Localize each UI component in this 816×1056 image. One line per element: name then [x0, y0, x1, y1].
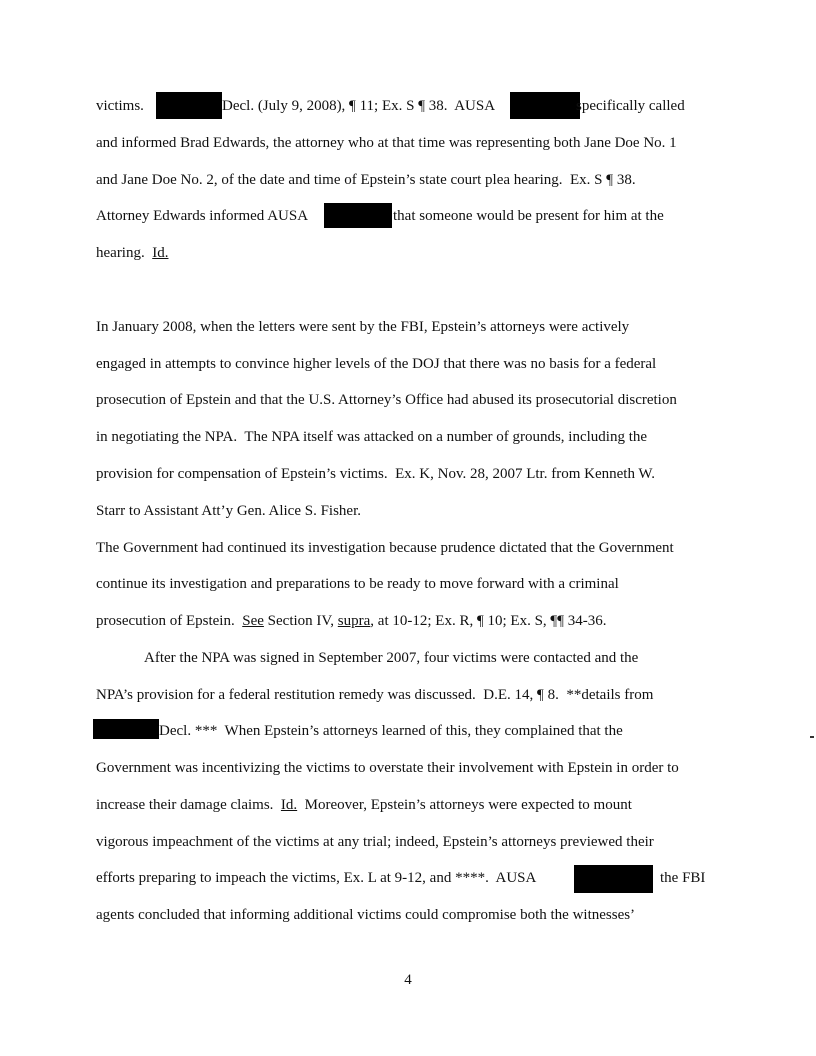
text-line: and Jane Doe No. 2, of the date and time of Epstein’s state court plea hearing. Ex. S ¶ 38.	[96, 172, 636, 188]
redaction-box	[574, 865, 653, 893]
text-line	[96, 244, 168, 262]
text-line: agents concluded that informing additional victims could compromise both the witnesses’	[96, 907, 636, 923]
text-line: The Government had continued its investigation because prudence dictated that the Government	[96, 540, 674, 556]
text-line: vigorous impeachment of the victims at any trial; indeed, Epstein’s attorneys previewed their	[96, 834, 654, 850]
text-run: that someone would be present for him at the	[393, 208, 664, 224]
text-run: Moreover, Epstein’s attorneys were expected to mount	[297, 797, 632, 813]
text-line: prosecution of Epstein and that the U.S. Attorney’s Office had abused its prosecutorial discretion	[96, 392, 677, 408]
text-line	[393, 207, 664, 225]
redaction-box	[93, 719, 159, 739]
text-line: In January 2008, when the letters were sent by the FBI, Epstein’s attorneys were actively	[96, 319, 630, 335]
text-line: After the NPA was signed in September 2007, four victims were contacted and the	[144, 650, 639, 666]
page-number: 4	[404, 972, 412, 988]
text-line	[96, 796, 632, 814]
text-run: increase their damage claims.	[96, 797, 281, 813]
text-line: Government was incentivizing the victims to overstate their involvement with Epstein in order to	[96, 760, 679, 776]
text-line: NPA’s provision for a federal restitution remedy was discussed. D.E. 14, ¶ 8. **details from	[96, 687, 654, 703]
text-run: efforts preparing to impeach the victims, Ex. L at 9-12, and ****. AUSA	[96, 870, 537, 886]
text-line	[660, 869, 705, 887]
redaction-box	[510, 92, 580, 119]
text-line: Starr to Assistant Att’y Gen. Alice S. Fisher.	[96, 503, 361, 519]
text-line: and informed Brad Edwards, the attorney who at that time was representing both Jane Doe No. 1	[96, 135, 677, 151]
citation-see: See	[242, 613, 264, 629]
text-run: , at 10-12; Ex. R, ¶ 10; Ex. S, ¶¶ 34-36.	[370, 613, 607, 629]
text-line: continue its investigation and preparations to be ready to move forward with a criminal	[96, 576, 619, 592]
text-run: Attorney Edwards informed AUSA	[96, 208, 309, 224]
redaction-box	[156, 92, 222, 119]
text-line	[96, 97, 151, 115]
text-run: hearing.	[96, 245, 153, 261]
citation-id: Id.	[152, 245, 169, 261]
text-line	[96, 207, 308, 225]
text-run: prosecution of Epstein.	[96, 613, 243, 629]
text-run: specifically called	[576, 98, 685, 114]
text-line	[576, 97, 685, 115]
text-run: Section IV,	[263, 613, 338, 629]
text-run: the FBI	[660, 870, 706, 886]
text-line	[96, 869, 536, 887]
scan-mark	[810, 736, 814, 738]
text-line: Decl. *** When Epstein’s attorneys learned of this, they complained that the	[159, 723, 623, 739]
text-run: victims.	[96, 98, 152, 114]
citation-id: Id.	[280, 797, 298, 813]
text-line: engaged in attempts to convince higher levels of the DOJ that there was no basis for a federal	[96, 356, 657, 372]
text-line: in negotiating the NPA. The NPA itself was attacked on a number of grounds, including the	[96, 429, 648, 445]
citation-supra: supra	[337, 613, 371, 629]
redaction-box	[324, 203, 392, 228]
text-line	[222, 97, 495, 115]
text-line: provision for compensation of Epstein’s victims. Ex. K, Nov. 28, 2007 Ltr. from Kenneth W.	[96, 466, 655, 482]
text-line	[96, 612, 607, 630]
text-run: Decl. (July 9, 2008), ¶ 11; Ex. S ¶ 38. AUSA	[222, 98, 496, 114]
